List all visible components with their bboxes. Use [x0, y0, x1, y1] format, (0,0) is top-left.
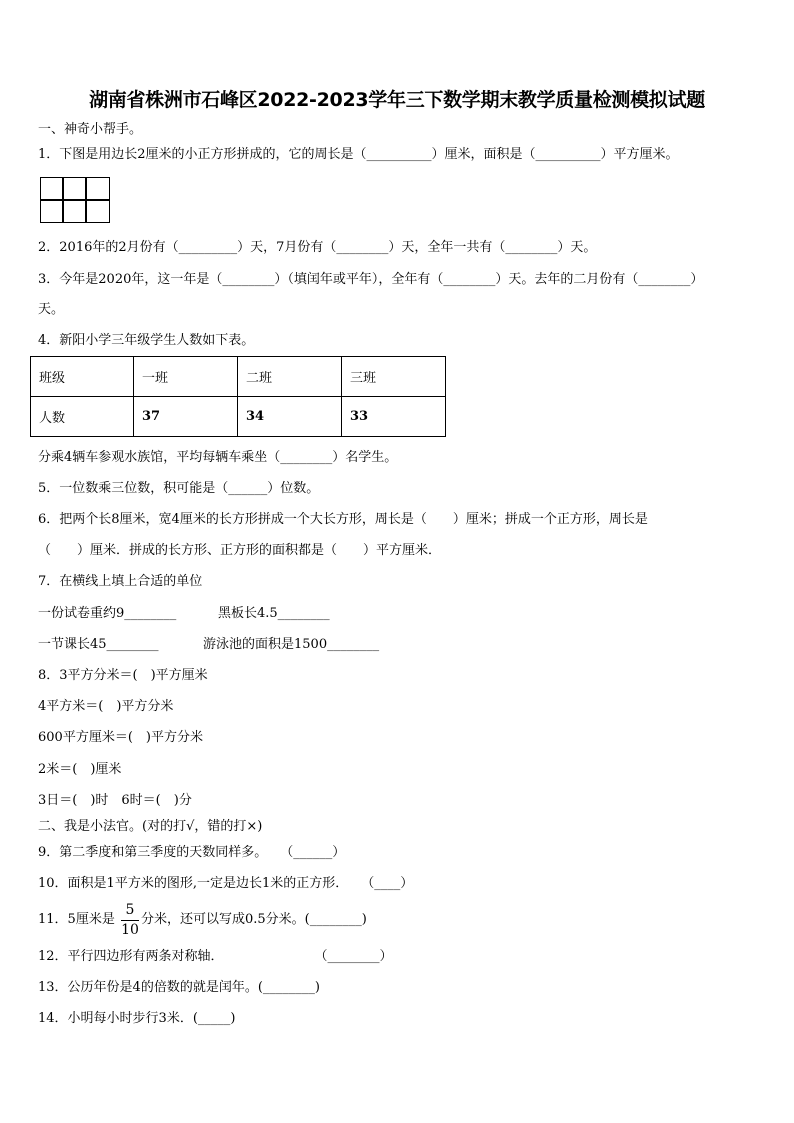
- table-cell: 二班: [238, 357, 342, 397]
- student-count-table: [30, 356, 446, 437]
- table-cell: 一班: [134, 357, 238, 397]
- table-row: [31, 397, 446, 437]
- question-9: 9．第二季度和第三季度的天数同样多。 （______）: [38, 845, 346, 860]
- question-14: 14．小明每小时步行3米．(_____): [38, 1011, 236, 1026]
- question-5: 5．一位数乘三位数，积可能是（______）位数。: [38, 481, 320, 496]
- table-cell: 班级: [31, 357, 134, 397]
- table-cell: 37: [134, 397, 238, 437]
- section-heading-2: 二、我是小法官。(对的打√，错的打×): [38, 819, 263, 834]
- question-8-c: 600平方厘米＝( )平方分米: [38, 730, 203, 745]
- question-3-line-2: 天。: [38, 302, 65, 317]
- question-12: 12．平行四边形有两条对称轴． （________）: [38, 949, 393, 964]
- question-7-b: 黑板长4.5________: [218, 606, 330, 621]
- question-11-prefix: 11．5厘米是: [38, 912, 115, 927]
- section-heading-1: 一、神奇小帮手。: [38, 122, 143, 137]
- table-cell: 33: [342, 397, 446, 437]
- table-cell: 三班: [342, 357, 446, 397]
- question-4-tail: 分乘4辆车参观水族馆，平均每辆车乘坐（________）名学生。: [38, 450, 398, 465]
- page-title: 湖南省株洲市石峰区2022-2023学年三下数学期末教学质量检测模拟试题: [89, 89, 705, 111]
- question-8-e: 3日＝( )时 6时＝( )分: [38, 793, 192, 808]
- question-7: 7．在横线上填上合适的单位: [38, 574, 203, 589]
- question-2: 2．2016年的2月份有（_________）天，7月份有（________）天，全年一共有（________）天。: [38, 240, 597, 255]
- question-4: 4．新阳小学三年级学生人数如下表。: [38, 333, 255, 348]
- question-6-line-2: （ ）厘米．拼成的长方形、正方形的面积都是（ ）平方厘米．: [38, 543, 442, 558]
- table-cell: 人数: [31, 397, 134, 437]
- question-13: 13．公历年份是4的倍数的就是闰年。(________): [38, 980, 320, 995]
- fraction-five-tenths: [121, 903, 139, 938]
- question-7-a: 一份试卷重约9________: [38, 606, 177, 621]
- question-8-b: 4平方米＝( )平方分米: [38, 699, 174, 714]
- question-7-d: 游泳池的面积是1500________: [203, 637, 380, 652]
- fraction-denominator: 10: [121, 922, 139, 938]
- question-3-line-1: 3．今年是2020年，这一年是（________）（填闰年或平年），全年有（________）天。去年的二月份有（________）: [38, 272, 704, 287]
- question-8-a: 8．3平方分米＝( )平方厘米: [38, 668, 208, 683]
- table-cell: 34: [238, 397, 342, 437]
- question-1: 1．下图是用边长2厘米的小正方形拼成的，它的周长是（__________）厘米，面积是（__________）平方厘米。: [38, 147, 679, 162]
- question-11-suffix: 分米，还可以写成0.5分米。(________): [141, 912, 367, 927]
- question-7-c: 一节课长45________: [38, 637, 159, 652]
- square-figure: [40, 177, 110, 223]
- question-6-line-1: 6．把两个长8厘米，宽4厘米的长方形拼成一个大长方形，周长是（ ）厘米；拼成一个正方形，周长是: [38, 512, 648, 527]
- fraction-numerator: 5: [125, 902, 135, 918]
- table-row: [31, 357, 446, 397]
- question-8-d: 2米＝( )厘米: [38, 762, 122, 777]
- question-10: 10．面积是1平方米的图形,一定是边长1米的正方形． （____）: [38, 876, 414, 891]
